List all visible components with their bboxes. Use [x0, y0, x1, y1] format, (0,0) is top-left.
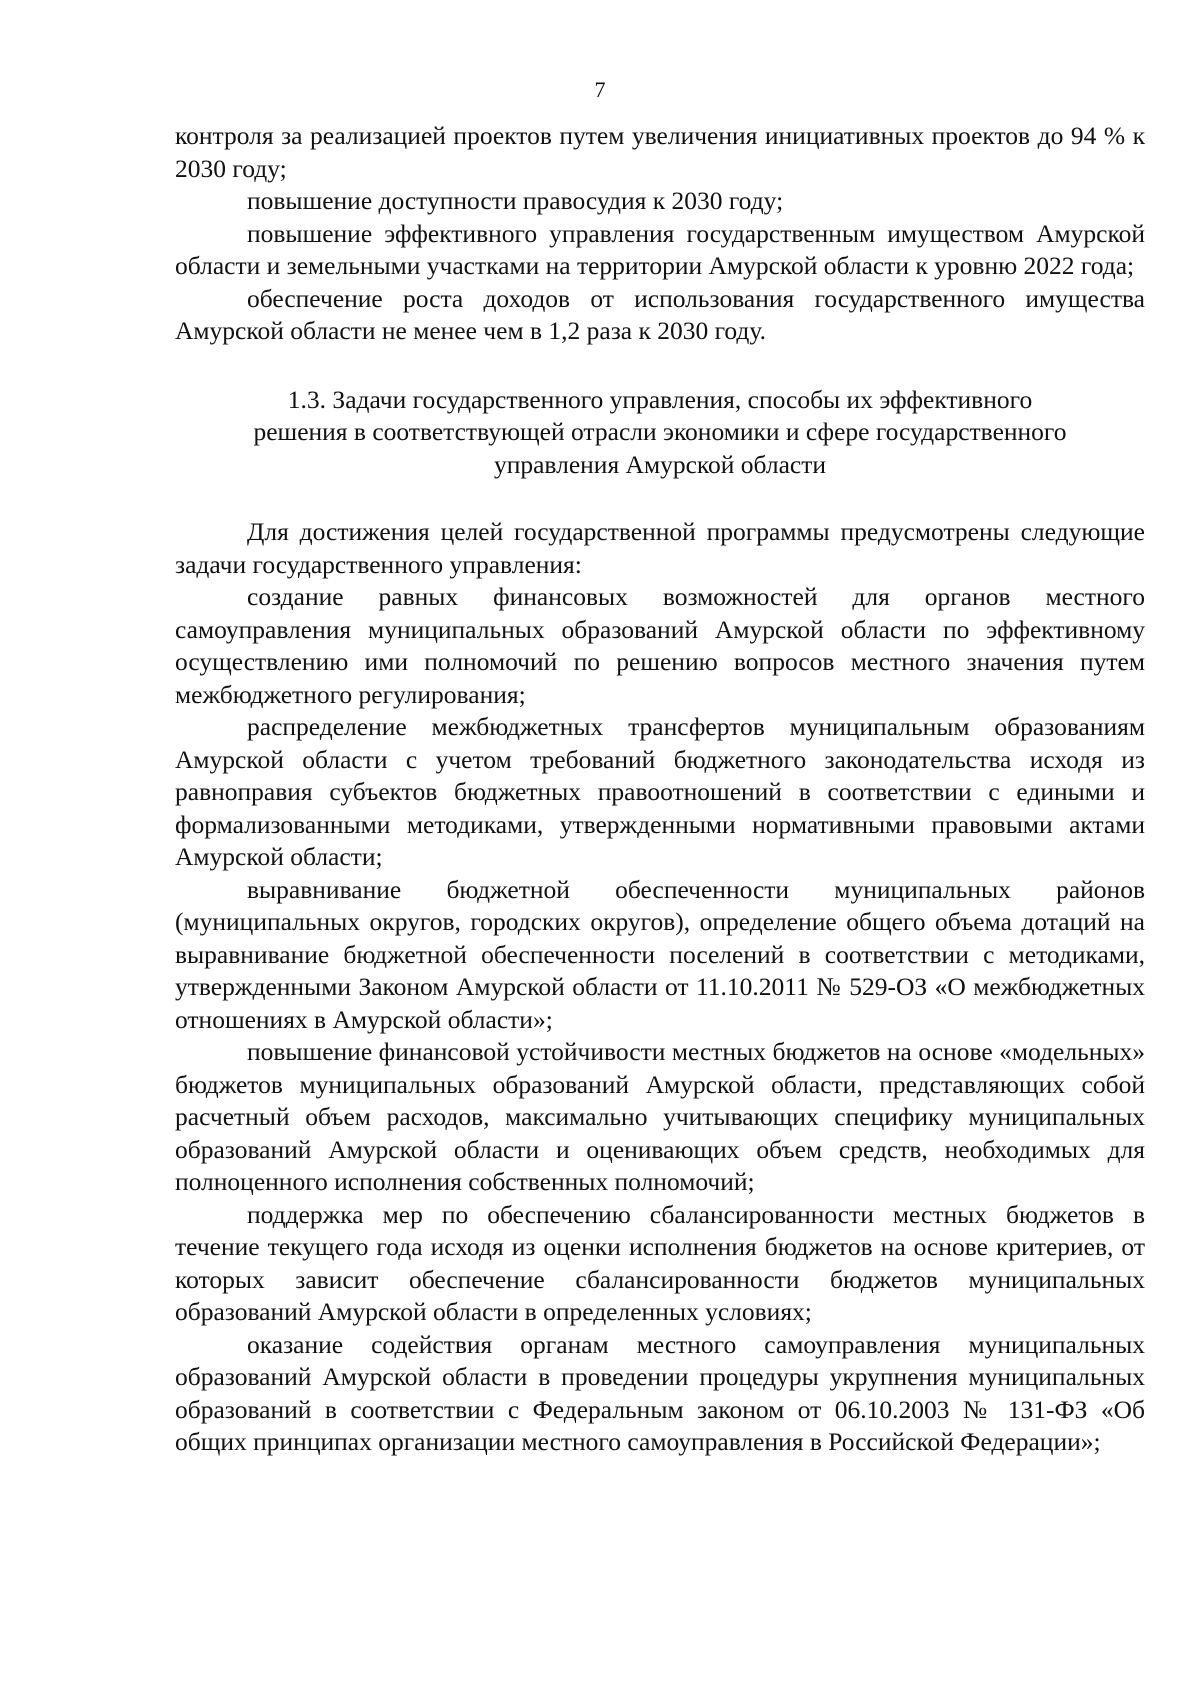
paragraph: повышение доступности правосудия к 2030 году;	[247, 186, 784, 215]
paragraph-continuation: контроля за реализацией проектов путем увеличения инициативных проектов до 94 % к 2030 году;	[175, 121, 1145, 183]
document-body	[175, 120, 1145, 1459]
paragraph: обеспечение роста доходов от использования государственного имущества Амурской области не менее чем в 1,2 раза к 2030 году.	[175, 283, 1145, 345]
paragraph: повышение эффективного управления государственным имуществом Амурской области и земельными участками на территории Амурской области к уровню 2022 года;	[175, 218, 1145, 280]
page-number: 7	[594, 77, 606, 102]
paragraph: создание равных финансовых возможностей для органов местного самоуправления муниципальных образований Амурской области по эффективному осуществлению ими полномочий по решению вопросов местного значения путем межбюджетного регулирования;	[175, 582, 1145, 709]
section-heading-line: управления Амурской области	[493, 449, 827, 479]
paragraph: распределение межбюджетных трансфертов муниципальным образованиям Амурской области с учетом требований бюджетного законодательства исходя из равноправия субъектов бюджетных правоотношений в соответствии с едиными и формализованными методиками, утвержденными нормативными правовыми актами Амурской области;	[175, 712, 1145, 871]
paragraph: выравнивание бюджетной обеспеченности муниципальных районов (муниципальных округов, городских округов), определение общего объема дотаций на выравнивание бюджетной обеспеченности поселений в соответствии с методиками, утвержденными Законом Амурской области от 11.10.2011 № 529-ОЗ «О межбюджетных отношениях в Амурской области»;	[175, 874, 1145, 1034]
section-heading	[175, 384, 1145, 482]
section-heading-line: 1.3. Задачи государственного управления, способы их эффективного	[287, 384, 1033, 414]
section-heading-line: решения в соответствующей отрасли экономики и сфере государственного	[253, 417, 1067, 446]
paragraph: повышение финансовой устойчивости местных бюджетов на основе «модельных» бюджетов муниципальных образований Амурской области, представляющих собой расчетный объем расходов, максимально учитывающих специфику муниципальных образований Амурской области и оценивающих объем средств, необходимых для полноценного исполнения собственных полномочий;	[175, 1037, 1145, 1196]
paragraph: оказание содействия органам местного самоуправления муниципальных образований Амурской области в проведении процедуры укрупнения муниципальных образований в соответствии с Федеральным законом от 06.10.2003 № 131-ФЗ «Об общих принципах организации местного самоуправления в Российской Федерации»;	[175, 1329, 1145, 1456]
paragraph: Для достижения целей государственной программы предусмотрены следующие задачи государственного управления:	[175, 517, 1145, 579]
paragraph: поддержка мер по обеспечению сбалансированности местных бюджетов в течение текущего года исходя из оценки исполнения бюджетов на основе критериев, от которых зависит обеспечение сбалансированности бюджетов муниципальных образований Амурской области в определенных условиях;	[175, 1199, 1145, 1326]
